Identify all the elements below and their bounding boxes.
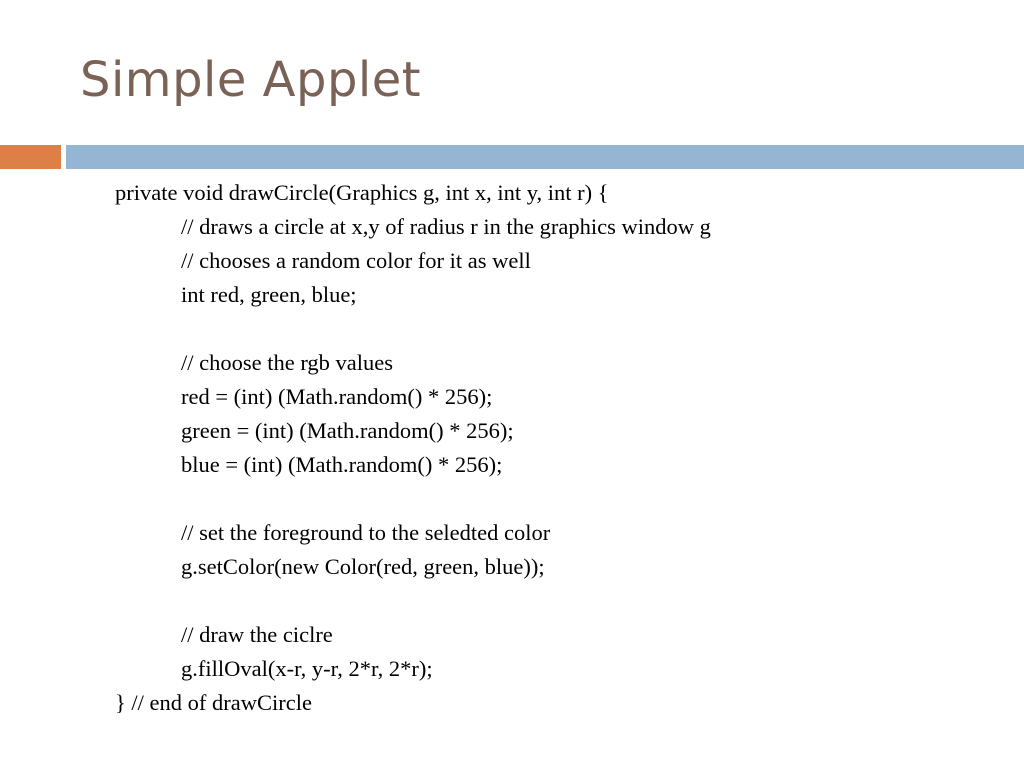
title-divider-bar [66, 145, 1024, 169]
code-line: // choose the rgb values [181, 350, 394, 375]
code-line: g.setColor(new Color(red, green, blue)); [181, 554, 545, 579]
code-line: red = (int) (Math.random() * 256); [181, 384, 493, 409]
code-line: } // end of drawCircle [115, 690, 312, 715]
code-line: // draws a circle at x,y of radius r in the graphics window g [181, 214, 711, 239]
slide-title: Simple Applet [80, 52, 422, 108]
code-line [115, 584, 995, 618]
code-line: private void drawCircle(Graphics g, int x, int y, int r) { [115, 180, 609, 205]
code-line: // set the foreground to the seledted color [181, 520, 551, 545]
code-line: blue = (int) (Math.random() * 256); [181, 452, 503, 477]
accent-bar [0, 145, 61, 169]
code-line: // draw the ciclre [181, 622, 333, 647]
code-line: int red, green, blue; [181, 282, 357, 307]
code-line: green = (int) (Math.random() * 256); [181, 418, 514, 443]
code-line: g.fillOval(x-r, y-r, 2*r, 2*r); [181, 656, 433, 681]
code-line [115, 482, 995, 516]
code-line: // chooses a random color for it as well [181, 248, 531, 273]
code-line [115, 312, 995, 346]
code-block [115, 176, 995, 720]
